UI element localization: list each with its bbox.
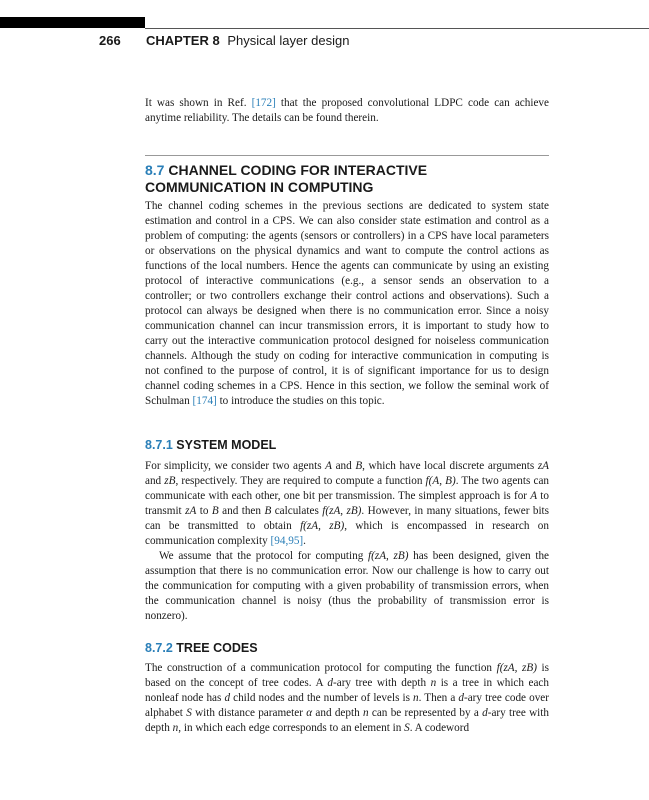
section-8-7-heading: [145, 162, 549, 196]
section-title: TREE CODES: [176, 641, 258, 655]
citation-link[interactable]: [172]: [251, 97, 276, 109]
citation-link[interactable]: [174]: [192, 395, 217, 407]
citation-link[interactable]: [94,95]: [270, 535, 304, 547]
section-8-7-2-body: The construction of a communication protocol for computing the function f(zA, zB) is based on the concept of tree codes. A d-ary tree with depth n is a tree in which each nonleaf node has d child nodes and the number of levels is n. Then a d-ary tree code over alphabet S with distance parameter α and depth n can be represented by a d-ary tree with depth n, in which each edge corresponds to an element in S. A codeword: [145, 662, 549, 734]
intro-paragraph: It was shown in Ref. [172] that the proposed convolutional LDPC code can achieve anytime reliability. The details can be found therein.: [145, 97, 549, 124]
chapter-label: CHAPTER 8: [146, 33, 220, 48]
running-header: [146, 33, 349, 48]
section-title: SYSTEM MODEL: [176, 438, 277, 452]
header-black-bar: [0, 17, 145, 28]
section-rule: [145, 155, 549, 156]
page-number: 266: [99, 33, 121, 48]
section-title: CHANNEL CODING FOR INTERACTIVE COMMUNICATION IN COMPUTING: [145, 162, 428, 195]
section-8-7-body: The channel coding schemes in the previous sections are dedicated to system state estimation and control in a CPS. We can also consider state estimation and control as a problem of computing: the agents (sensors or controllers) in a CPS have local parameters or observations on the physical dynamics and want to compute the control actions as functions of the local numbers. Hence the agents can communicate by using an existing protocol of interactive communications (e.g., a sensor sends an observation to a controller; or two controllers exchange their control actions and observations). Such a protocol can always be designed when there is no communication error. Since a noisy communication channel can incur transmission errors, it is important to study how to carry out the interactive communication protocol designed for noiseless communication channels. Although the study on coding for interactive communication in computing is not confined to the purpose of control, it is of significant importance for us to design channel coding schemes in a CPS. Hence in this section, we follow the seminal work of Schulman [174] to introduce the studies on this topic.: [145, 200, 549, 407]
chapter-title: Physical layer design: [227, 33, 350, 48]
header-rule: [145, 28, 649, 29]
section-number: 8.7: [145, 162, 165, 178]
section-8-7-1-body: For simplicity, we consider two agents A and B, which have local discrete arguments zA and zB, respectively. They are required to compute a function f(A, B). The two agents can communicate with each other, one bit per transmission. The simplest approach is for A to transmit zA to B and then B calculates f(zA, zB). However, in many situations, fewer bits can be transmitted to obtain f(zA, zB), which is encompassed in research on communication complexity [94,95]. We assume that the protocol for computing f(zA, zB) has been designed, given the assumption that there is no communication error. Now our challenge is how to carry out the communication for computing with a given probability of transmission errors, when the communication channel is noisy (thus the probability of transmission error is nonzero).: [145, 460, 550, 622]
section-number: 8.7.2: [145, 641, 173, 655]
section-number: 8.7.1: [145, 438, 173, 452]
section-8-7-1-heading: [145, 438, 549, 453]
section-8-7-2-heading: [145, 641, 549, 656]
